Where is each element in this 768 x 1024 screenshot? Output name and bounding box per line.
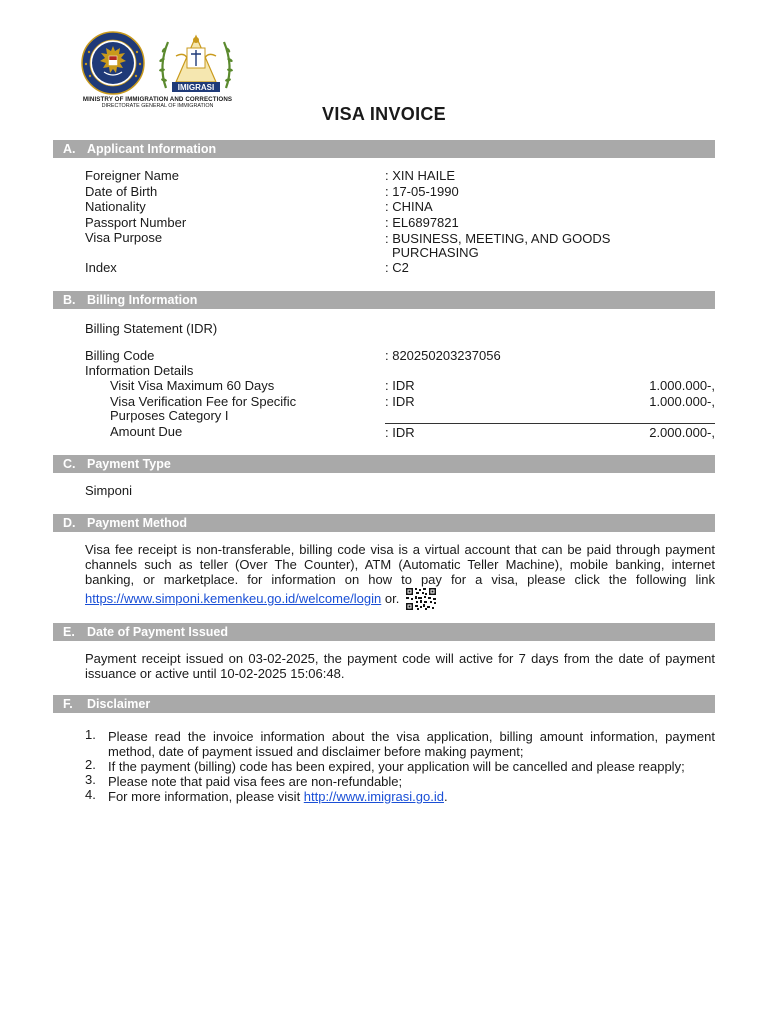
information-details-label: Information Details (85, 363, 194, 378)
section-title: Date of Payment Issued (87, 625, 229, 639)
list-item (85, 729, 715, 759)
payment-method-after-link: or. (381, 591, 400, 606)
section-title: Payment Method (87, 516, 188, 530)
section-header-payment-type (53, 455, 715, 473)
field-value-visa-purpose-cont: PURCHASING (392, 245, 479, 260)
billing-item-amount: 1.000.000-, (649, 394, 715, 409)
section-title: Applicant Information (87, 142, 217, 156)
list-item (85, 759, 715, 774)
billing-item-amount: 1.000.000-, (649, 378, 715, 393)
billing-item-currency: : IDR (385, 378, 415, 393)
billing-statement: Billing Statement (IDR) (85, 321, 218, 336)
directorate-name: DIRECTORATE GENERAL OF IMMIGRATION (101, 103, 214, 109)
list-text: Please note that paid visa fees are non-refundable; (108, 774, 403, 789)
section-title: Payment Type (87, 457, 171, 471)
field-value-passport-number: : EL6897821 (385, 215, 459, 230)
page-title: VISA INVOICE (322, 104, 446, 124)
list-number: 4. (85, 787, 96, 802)
field-value-date-of-birth: : 17-05-1990 (385, 184, 459, 199)
simponi-link[interactable]: https://www.simponi.kemenkeu.go.id/welcome/login (85, 591, 382, 606)
amount-due-label: Amount Due (110, 424, 183, 439)
section-letter: E. (63, 625, 75, 639)
section-letter: D. (63, 516, 76, 530)
section-title: Disclaimer (87, 697, 151, 711)
ministry-name: MINISTRY OF IMMIGRATION AND CORRECTIONS (82, 96, 233, 103)
list-number: 1. (85, 727, 96, 742)
payment-method-paragraph (85, 542, 715, 611)
imigrasi-emblem-logo (156, 30, 236, 96)
field-value-nationality: : CHINA (385, 199, 433, 214)
section-header-applicant (53, 140, 715, 158)
list-number: 3. (85, 772, 96, 787)
imigrasi-logo-text: IMIGRASI (177, 83, 215, 92)
amount-divider (385, 423, 715, 424)
field-value-visa-purpose: : BUSINESS, MEETING, AND GOODS (385, 231, 611, 246)
section-header-disclaimer (53, 695, 715, 713)
list-text: Please read the invoice information about the visa application, billing amount information, payment method, date of payment issued and disclaimer before making payment; (108, 729, 715, 759)
field-label-visa-purpose: Visa Purpose (85, 230, 163, 245)
section-letter: A. (63, 142, 76, 156)
field-label-index: Index (85, 260, 117, 275)
billing-item-label: Visit Visa Maximum 60 Days (110, 378, 275, 393)
section-header-billing (53, 291, 715, 309)
garuda-seal-logo (74, 30, 152, 96)
disclaimer-list (85, 729, 715, 804)
list-item (85, 774, 715, 789)
list-item (85, 789, 715, 804)
section-letter: F. (63, 697, 73, 711)
billing-code-value: : 820250203237056 (385, 348, 501, 363)
list-number: 2. (85, 757, 96, 772)
section-letter: B. (63, 293, 76, 307)
qr-code-icon[interactable] (405, 587, 437, 611)
field-value-index: : C2 (385, 260, 409, 275)
field-label-nationality: Nationality (85, 199, 146, 214)
header-logos (70, 30, 245, 109)
field-label-foreigner-name: Foreigner Name (85, 168, 179, 183)
date-issued-paragraph: Payment receipt issued on 03-02-2025, the payment code will active for 7 days from the date of payment issuance or active until 10-02-2025 15:06:48. (85, 651, 715, 681)
field-label-passport-number: Passport Number (85, 215, 187, 230)
list-text: If the payment (billing) code has been expired, your application will be cancelled and please reapply; (108, 759, 685, 774)
field-label-date-of-birth: Date of Birth (85, 184, 158, 199)
imigrasi-link[interactable]: http://www.imigrasi.go.id (303, 789, 444, 804)
amount-due-currency: : IDR (385, 425, 415, 440)
amount-due-value: 2.000.000-, (649, 425, 715, 440)
billing-item-label-cont: Purposes Category I (110, 408, 229, 423)
field-value-foreigner-name: : XIN HAILE (385, 168, 456, 183)
billing-item-currency: : IDR (385, 394, 415, 409)
section-letter: C. (63, 457, 76, 471)
section-header-payment-method (53, 514, 715, 532)
list-text-after: . (443, 789, 448, 804)
list-text: For more information, please visit (108, 789, 304, 804)
section-header-date-issued (53, 623, 715, 641)
billing-code-label: Billing Code (85, 348, 155, 363)
section-title: Billing Information (87, 293, 198, 307)
payment-method-text: Visa fee receipt is non-transferable, billing code visa is a virtual account that can be paid through payment channels such as teller (Over The Counter), ATM (Automatic Teller Machine), mobile banking, internet banking, or marketplace. for information on how to pay for a visa, please click the following link (85, 542, 715, 587)
billing-item-label: Visa Verification Fee for Specific (110, 394, 297, 409)
payment-type-value: Simponi (85, 483, 132, 498)
